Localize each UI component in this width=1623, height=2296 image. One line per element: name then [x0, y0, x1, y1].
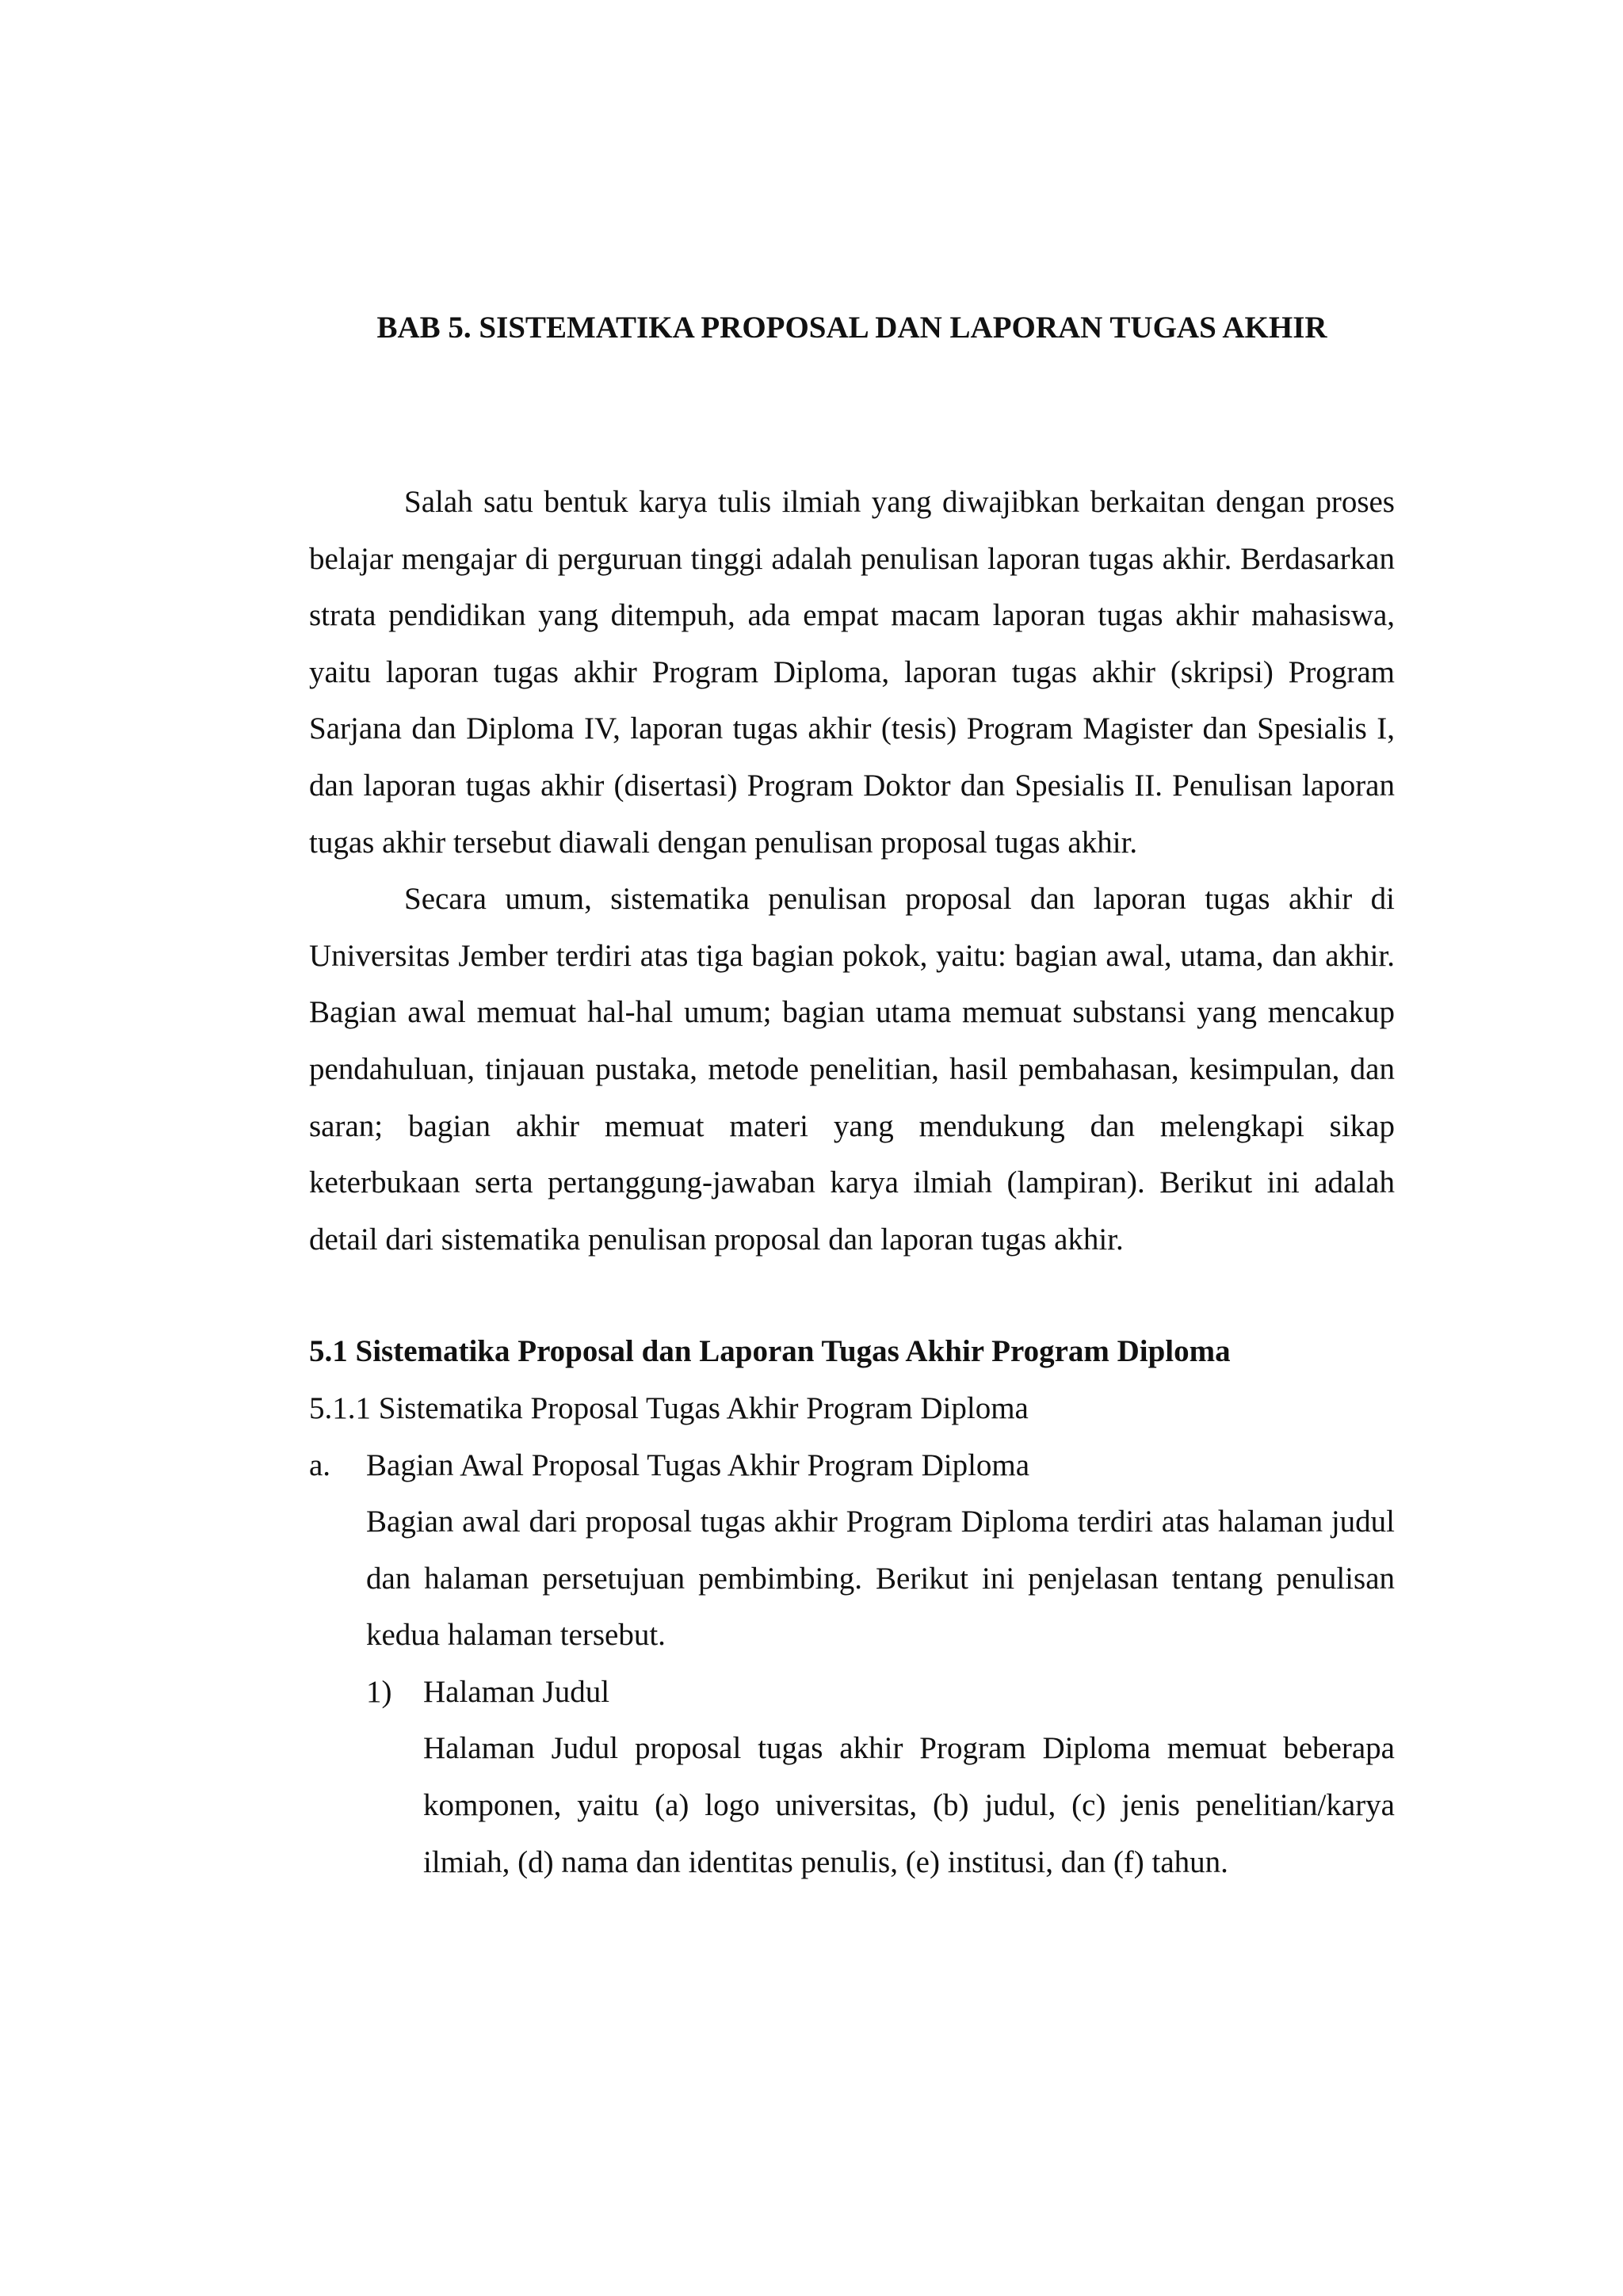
- list-item-a-1-title: Halaman Judul: [423, 1674, 610, 1709]
- intro-paragraph-2: Secara umum, sistematika penulisan proposal dan laporan tugas akhir di Universitas Jember terdiri atas tiga bagian pokok, yaitu: bagian awal, utama, dan akhir. Bagian awal memuat hal-hal umum; bagian utama memuat substansi yang mencakup pendahuluan, tinjauan pustaka, metode penelitian, hasil pembahasan, kesimpulan, dan saran; bagian akhir memuat materi yang mendukung dan melengkapi sikap keterbukaan serta pertanggung-jawaban karya ilmiah (lampiran). Berikut ini adalah detail dari sistematika penulisan proposal dan laporan tugas akhir.: [309, 882, 1395, 1257]
- document-body: [309, 474, 1395, 1890]
- section-heading-5-1: 5.1 Sistematika Proposal dan Laporan Tugas Akhir Program Diploma: [309, 1334, 1231, 1369]
- list-item-a-1-marker: 1): [366, 1674, 392, 1709]
- chapter-title: BAB 5. SISTEMATIKA PROPOSAL DAN LAPORAN TUGAS AKHIR: [376, 311, 1327, 345]
- list-item-a-1: [309, 1664, 1395, 1721]
- list-item-a-title: Bagian Awal Proposal Tugas Akhir Program Diploma: [366, 1447, 1030, 1482]
- list-item-a-text: Bagian awal dari proposal tugas akhir Program Diploma terdiri atas halaman judul dan halaman persetujuan pembimbing. Berikut ini penjelasan tentang penulisan kedua halaman tersebut.: [366, 1505, 1395, 1653]
- section-gap: [309, 1268, 1395, 1323]
- list-item-a-marker: a.: [309, 1447, 331, 1482]
- list-item-a: [309, 1437, 1395, 1494]
- intro-paragraph-1: Salah satu bentuk karya tulis ilmiah yang diwajibkan berkaitan dengan proses belajar mengajar di perguruan tinggi adalah penulisan laporan tugas akhir. Berdasarkan strata pendidikan yang ditempuh, ada empat macam laporan tugas akhir mahasiswa, yaitu laporan tugas akhir Program Diploma, laporan tugas akhir (skripsi) Program Sarjana dan Diploma IV, laporan tugas akhir (tesis) Program Magister dan Spesialis I, dan laporan tugas akhir (disertasi) Program Doktor dan Spesialis II. Penulisan laporan tugas akhir tersebut diawali dengan penulisan proposal tugas akhir.: [309, 485, 1395, 860]
- subsection-heading-5-1-1: 5.1.1 Sistematika Proposal Tugas Akhir Program Diploma: [309, 1390, 1029, 1425]
- list-item-a-1-text: Halaman Judul proposal tugas akhir Program Diploma memuat beberapa komponen, yaitu (a) logo universitas, (b) judul, (c) jenis penelitian/karya ilmiah, (d) nama dan identitas penulis, (e) institusi, dan (f) tahun.: [423, 1731, 1395, 1879]
